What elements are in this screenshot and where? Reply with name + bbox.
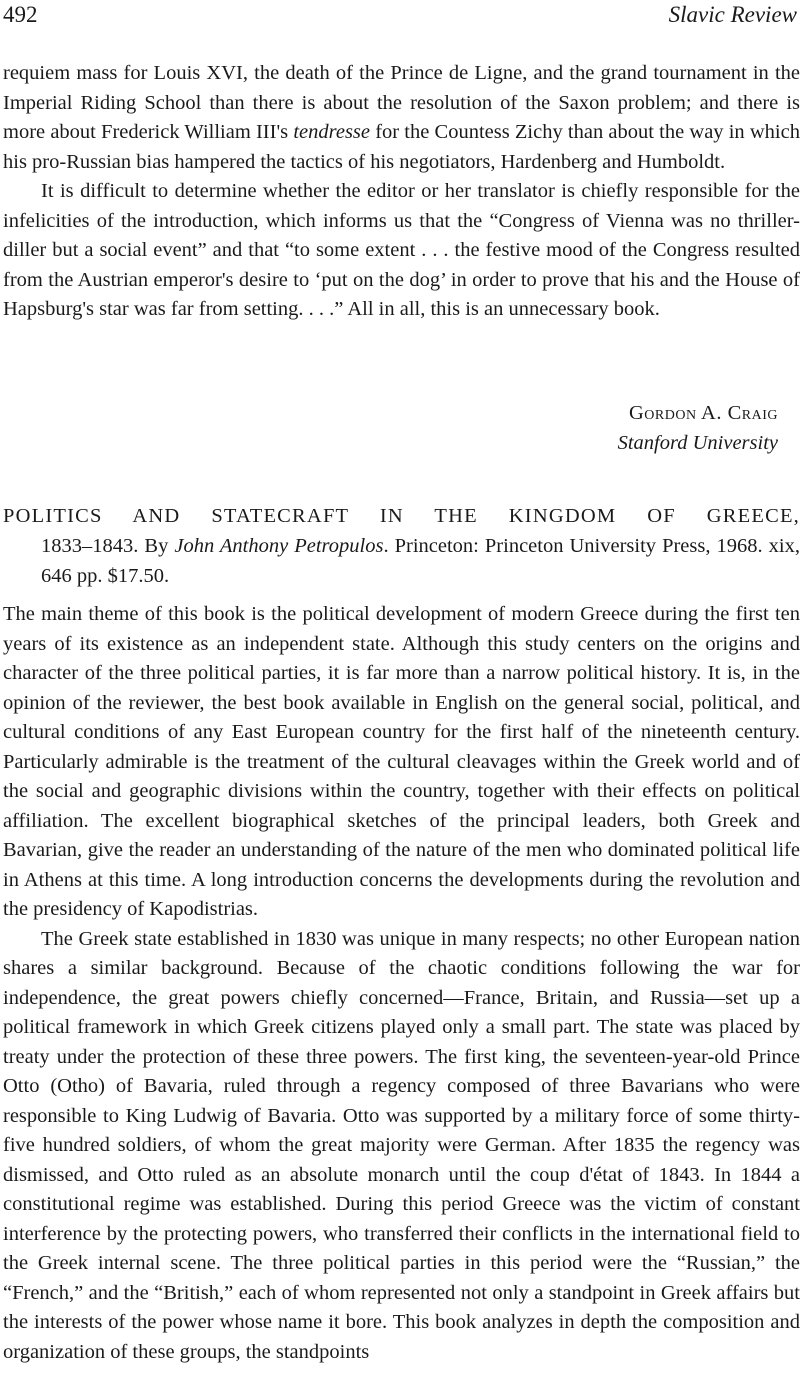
review-one-paragraph-1 <box>3 59 800 177</box>
review-two-body <box>3 600 800 1367</box>
review-one-paragraph-2: It is difficult to determine whether the editor or her translator is chiefly responsible for the infelicities of the introduction, which informs us that the “Congress of Vienna was no thriller-diller but a social event” and that “to some extent . . . the festive mood of the Congress resulted from the Austrian emperor's desire to ‘put on the dog’ in order to prove that his and the House of Hapsburg's star was far from setting. . . .” All in all, this is an unnecessary book. <box>3 180 800 320</box>
journal-title: Slavic Review <box>668 2 797 27</box>
running-head <box>3 0 797 30</box>
page-number: 492 <box>3 2 38 27</box>
book-years: 1833–1843. By <box>41 535 175 557</box>
review-one-paragraph-1-text: requiem mass for Louis XVI, the death of the Prince de Ligne, and the grand tournament in the Imperial Riding School than there is about the resolution of the Saxon problem; and there is more about Frederick William III's <box>3 62 800 143</box>
book-author: John Anthony Petropulos <box>174 535 384 557</box>
reviewer-signature <box>618 398 778 458</box>
review-two-paragraph-1: The main theme of this book is the political development of modern Greece during the first ten years of its existence as an independent state. Although this study centers on the origins and character of the three political parties, it is far more than a narrow political history. It is, in the opinion of the reviewer, the best book available in English on the general social, political, and cultural conditions of any East European country for the first half of the nineteenth century. Particularly admirable is the treatment of the cultural cleavages within the Greek world and of the social and geographic divisions within the country, together with their effects on political affiliation. The excellent biographical sketches of the principal leaders, both Greek and Bavarian, give the reader an understanding of the nature of the men who dominated political life in Athens at this time. A long introduction concerns the developments during the revolution and the presidency of Kapodistrias. <box>3 603 800 920</box>
reviewer-name: Gordon A. Craig <box>628 402 778 424</box>
review-one-italic-term: tendresse <box>293 121 370 143</box>
reviewer-affiliation: Stanford University <box>617 432 778 454</box>
book-citation <box>3 501 800 591</box>
review-one-body <box>3 59 800 325</box>
book-title: POLITICS AND STATECRAFT IN THE KINGDOM OF GREECE, <box>3 505 800 527</box>
review-two-paragraph-2: The Greek state established in 1830 was unique in many respects; no other European nation shares a similar background. Because of the chaotic conditions following the war for independence, the great powers chiefly concerned—France, Britain, and Russia—set up a political framework in which Greek citizens played only a small part. The state was placed by treaty under the protection of these three powers. The first king, the seventeen-year-old Prince Otto (Otho) of Bavaria, ruled through a regency composed of three Bavarians who were responsible to King Ludwig of Bavaria. Otto was supported by a military force of some thirty-five hundred soldiers, of whom the great majority were German. After 1835 the regency was dismissed, and Otto ruled as an absolute monarch until the coup d'état of 1843. In 1844 a constitutional regime was established. During this period Greece was the victim of constant interference by the protecting powers, who transferred their conflicts in the international field to the Greek internal scene. The three political parties in this period were the “Russian,” the “French,” and the “British,” each of whom represented not only a standpoint in Greek affairs but the interests of the power whose name it bore. This book analyzes in depth the composition and organization of these groups, the standpoints <box>3 927 800 1363</box>
book-citation-details <box>3 531 800 591</box>
book-publisher-info: . Princeton: Princeton University Press, 1968. xix, 646 pp. $17.50. <box>41 535 800 587</box>
review-one-paragraph-1-end: for the Countess Zichy than about the way in which his pro-Russian bias hampered the tactics of his negotiators, Hardenberg and Humboldt. <box>3 121 800 173</box>
